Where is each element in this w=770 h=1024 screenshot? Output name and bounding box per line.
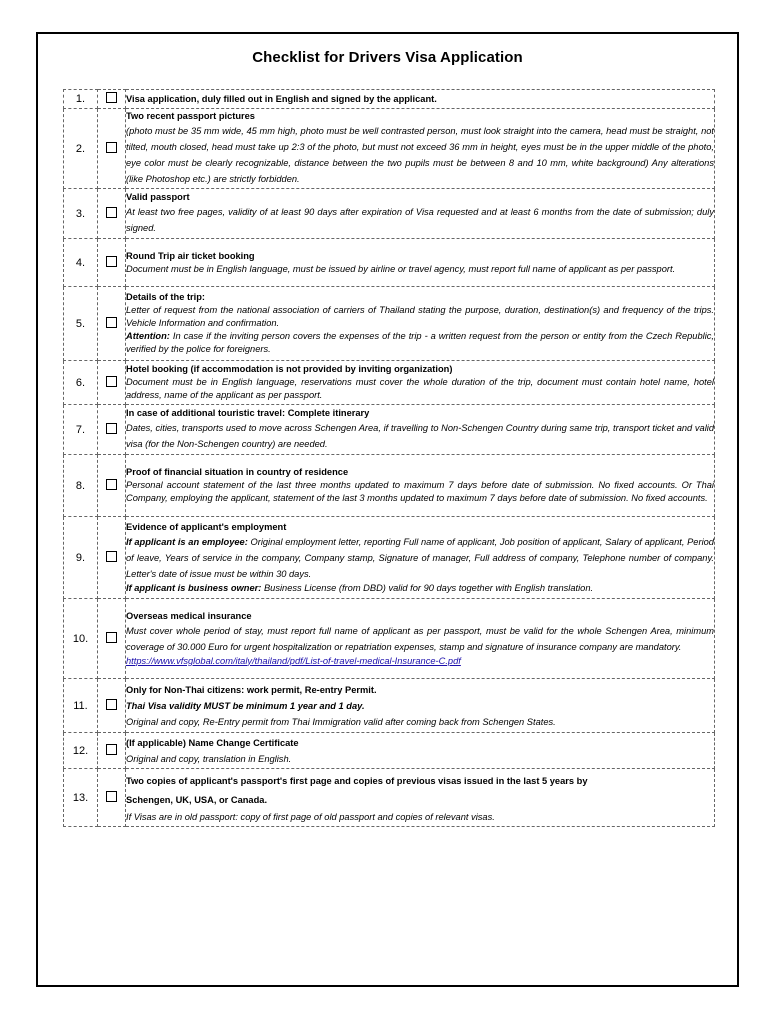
checkbox[interactable] xyxy=(106,142,117,153)
checkbox[interactable] xyxy=(106,376,117,387)
attention-note xyxy=(126,330,714,356)
owner-label: If applicant is business owner: xyxy=(126,582,262,593)
item-number: 10. xyxy=(64,599,98,679)
item-heading: (If applicable) Name Change Certificate xyxy=(126,737,299,748)
insurance-list-link[interactable]: https://www.vfsglobal.com/italy/thailand/pdf/List-of-travel-medical-Insurance-C.pdf xyxy=(126,655,461,666)
table-row xyxy=(64,733,715,769)
table-row xyxy=(64,517,715,599)
employee-text: Original employment letter, reporting Full name of applicant, Job position of applicant, Salary of applicant, Period of leave, Years of service in the company, Company stamp, Signature of manager, Full address of company, Telephone number of company. Letter's date of issue must be within 30 days. xyxy=(126,536,714,579)
checkbox[interactable] xyxy=(106,92,117,103)
checkbox[interactable] xyxy=(106,699,117,710)
item-number: 4. xyxy=(64,239,98,287)
table-row xyxy=(64,239,715,287)
document-page xyxy=(36,32,739,987)
item-heading: Only for Non-Thai citizens: work permit, Re-entry Permit. xyxy=(126,684,377,695)
table-row xyxy=(64,599,715,679)
table-row xyxy=(64,769,715,827)
item-description: (photo must be 35 mm wide, 45 mm high, photo must be well contrasted person, must look straight into the camera, head must be straight, not tilted, mouth closed, head must take up 2:3 of the photo, but must not exceed 36 mm in height, eyes must be in the upper middle of the photo, eye color must be clearly recognizable, distance between the two pupils must be between 8 and 10 mm, white background) Any alterations (like Photoshop etc.) are strictly forbidden. xyxy=(126,126,714,184)
table-row xyxy=(64,405,715,455)
table-row xyxy=(64,361,715,405)
item-number: 11. xyxy=(64,679,98,733)
item-description: If Visas are in old passport: copy of first page of old passport and copies of relevant visas. xyxy=(126,811,495,822)
item-number: 13. xyxy=(64,769,98,827)
item-number: 9. xyxy=(64,517,98,599)
item-description: Original and copy, translation in English. xyxy=(126,753,292,764)
table-row xyxy=(64,287,715,361)
checkbox[interactable] xyxy=(106,551,117,562)
item-number: 5. xyxy=(64,287,98,361)
attention-text: In case if the inviting person covers the expenses of the trip - a written request from the person or entity from the Czech Republic, verified by the police for foreigners. xyxy=(126,331,714,354)
item-subheading: Thai Visa validity MUST be minimum 1 year and 1 day. xyxy=(126,700,365,711)
employee-requirements xyxy=(126,534,714,582)
table-row xyxy=(64,90,715,109)
table-row xyxy=(64,455,715,517)
checkbox[interactable] xyxy=(106,632,117,643)
checkbox[interactable] xyxy=(106,791,117,802)
item-number: 1. xyxy=(64,90,98,109)
item-description: Original and copy, Re-Entry permit from Thai Immigration valid after coming back from Schengen States. xyxy=(126,716,556,727)
item-heading: Two recent passport pictures xyxy=(126,111,255,121)
item-number: 12. xyxy=(64,733,98,769)
item-description: Must cover whole period of stay, must report full name of applicant as per passport, must be valid for the whole Schengen Area, minimum coverage of 30.000 Euro for urgent hospitalization or repatriation expenses, stamp and signature of insurance company are mandatory. xyxy=(126,625,714,652)
checkbox[interactable] xyxy=(106,479,117,490)
item-heading: Hotel booking (if accommodation is not provided by inviting organization) xyxy=(126,364,453,374)
item-description: Dates, cities, transports used to move across Schengen Area, if travelling to Non-Schengen Country during same trip, transport ticket and valid visa (for the Non-Schengen country) are needed. xyxy=(126,423,714,449)
table-row xyxy=(64,109,715,189)
table-row xyxy=(64,189,715,239)
item-number: 6. xyxy=(64,361,98,405)
item-heading: Valid passport xyxy=(126,192,190,202)
item-description: Letter of request from the national association of carriers of Thailand stating the purpose, duration, destination(s) and frequency of the trips. Vehicle Information and confirmation. xyxy=(126,305,714,328)
item-heading: Round Trip air ticket booking xyxy=(126,250,255,261)
owner-text: Business License (from DBD) valid for 90 days together with English translation. xyxy=(261,582,594,593)
item-heading: Proof of financial situation in country of residence xyxy=(126,467,349,477)
item-description: Personal account statement of the last three months updated to maximum 7 days before date of submission. No fixed accounts. Or Thai Company, employing the applicant, statement of the last 3 months updated to maximum 7 days before date of submission. No fixed accounts. xyxy=(126,480,714,503)
checkbox[interactable] xyxy=(106,317,117,328)
item-heading: Two copies of applicant's passport's first page and copies of previous visas issued in the last 5 years by xyxy=(126,775,588,786)
page-title: Checklist for Drivers Visa Application xyxy=(252,49,523,66)
item-number: 8. xyxy=(64,455,98,517)
item-number: 2. xyxy=(64,109,98,189)
item-description: Document must be in English language, must be issued by airline or travel agency, must report full name of applicant as per passport. xyxy=(126,263,676,274)
item-heading: Overseas medical insurance xyxy=(126,610,252,621)
checkbox[interactable] xyxy=(106,744,117,755)
item-number: 7. xyxy=(64,405,98,455)
item-heading: Details of the trip: xyxy=(126,292,206,302)
item-description: Document must be in English language, reservations must cover the whole duration of the trip, document must contain hotel name, hotel address, name of the applicant as per passport. xyxy=(126,377,714,400)
checkbox[interactable] xyxy=(106,423,117,434)
owner-requirements xyxy=(126,582,714,595)
item-heading: In case of additional touristic travel: Complete itinerary xyxy=(126,408,370,418)
table-row xyxy=(64,679,715,733)
attention-label: Attention: xyxy=(126,331,170,341)
item-heading: Evidence of applicant's employment xyxy=(126,521,287,532)
item-number: 3. xyxy=(64,189,98,239)
checkbox[interactable] xyxy=(106,207,117,218)
checklist-table xyxy=(63,89,715,827)
item-heading-continued: Schengen, UK, USA, or Canada. xyxy=(126,794,268,805)
employee-label: If applicant is an employee: xyxy=(126,536,248,547)
item-description: At least two free pages, validity of at least 90 days after expiration of Visa requested and at least 6 months from the date of submission; duly signed. xyxy=(126,207,714,233)
checkbox[interactable] xyxy=(106,256,117,267)
item-heading: Visa application, duly filled out in English and signed by the applicant. xyxy=(126,93,437,104)
